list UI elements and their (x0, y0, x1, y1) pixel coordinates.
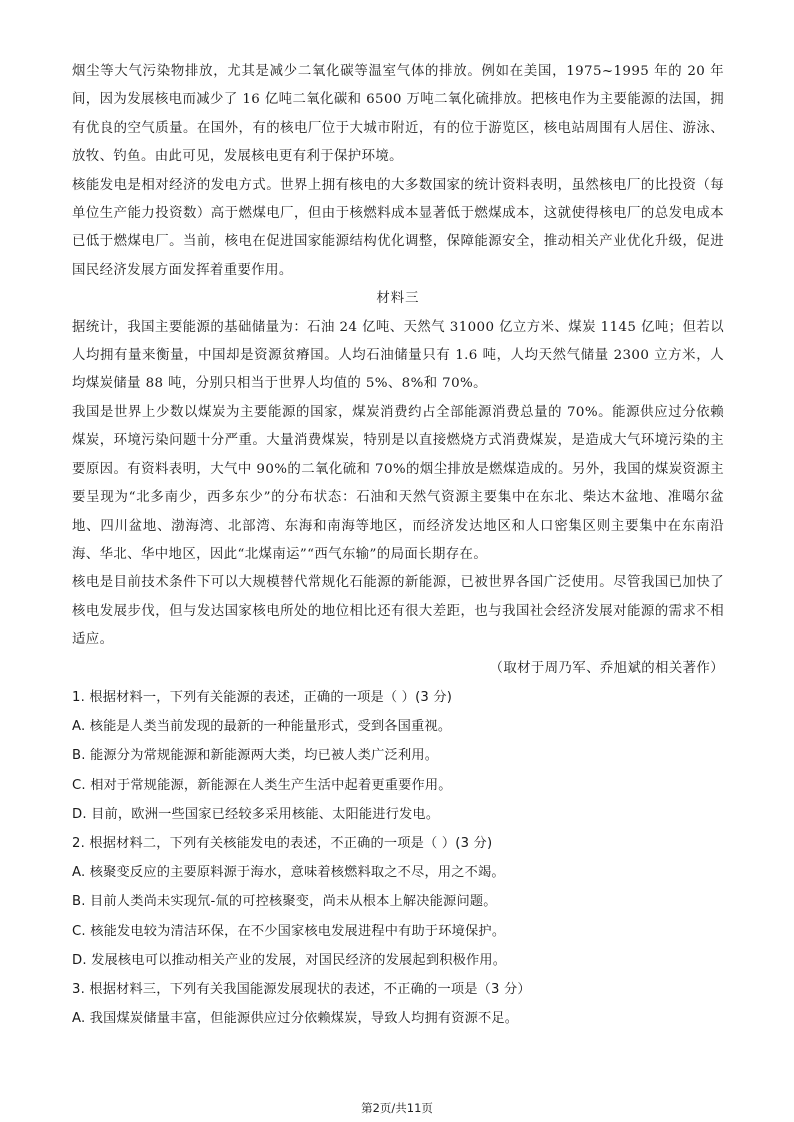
material3-paragraph-2: 我国是世界上少数以煤炭为主要能源的国家，煤炭消费约占全部能源消费总量的 70%。能源供应过分依赖煤炭，环境污染问题十分严重。大量消费煤炭，特别是以直接燃烧方式消费煤炭，是造成大气环境污染的主要原因。有资料表明，大气中 90%的二氧化硫和 70%的烟尘排放是燃煤造成的。另外，我国的煤炭资源主要呈现为“北多南少，西多东少”的分布状态：石油和天然气资源主要集中在东北、柴达木盆地、准噶尔盆地、四川盆地、渤海湾、北部湾、东海和南海等地区，而经济发达地区和人口密集区则主要集中在东南沿海、华北、华中地区，因此“北煤南运”“西气东输”的局面长期存在。 (72, 404, 724, 562)
material3-title: 材料三 (376, 291, 420, 307)
question-stem: 1. 根据材料一，下列有关能源的表述，正确的一项是（ ）(3 分) (72, 689, 453, 705)
page-number: 第2页/共11页 (361, 1101, 433, 1115)
document-page (72, 58, 724, 1033)
option-b: B. 目前人类尚未实现氘-氚的可控核聚变，尚未从根本上解决能源问题。 (72, 894, 497, 910)
material2-paragraph-2: 核能发电是相对经济的发电方式。世界上拥有核电的大多数国家的统计资料表明，虽然核电厂的比投资（每单位生产能力投资数）高于燃煤电厂，但由于核燃料成本显著低于燃煤成本，这就使得核电厂的总发电成本已低于燃煤电厂。当前，核电在促进国家能源结构优化调整，保障能源安全，推动相关产业优化升级，促进国民经济发展方面发挥着重要作用。 (72, 177, 724, 278)
question-stem: 3. 根据材料三，下列有关我国能源发展现状的表述，不正确的一项是（3 分） (72, 981, 531, 997)
option-d: D. 目前，欧洲一些国家已经较多采用核能、太阳能进行发电。 (72, 806, 440, 822)
material3-paragraph-1: 据统计，我国主要能源的基础储量为：石油 24 亿吨、天然气 31000 亿立方米、煤炭 1145 亿吨；但若以人均拥有量来衡量，中国却是资源贫瘠国。人均石油储量只有 1.6 吨，人均天然气储量 2300 立方米，人均煤炭储量 88 吨，分别只相当于世界人均值的 5%、8%和 70%。 (72, 319, 724, 392)
question-stem: 2. 根据材料二，下列有关核能发电的表述，不正确的一项是（ ）(3 分) (72, 835, 493, 851)
material3-paragraph-3: 核电是目前技术条件下可以大规模替代常规化石能源的新能源，已被世界各国广泛使用。尽管我国已加快了核电发展步伐，但与发达国家核电所处的地位相比还有很大差距，也与我国社会经济发展对能源的需求不相适应。 (72, 575, 724, 648)
option-a: A. 核能是人类当前发现的最新的一种能量形式，受到各国重视。 (72, 719, 452, 735)
option-c: C. 核能发电较为清洁环保，在不少国家核电发展进程中有助于环境保护。 (72, 923, 506, 939)
question-1 (72, 683, 724, 829)
option-b: B. 能源分为常规能源和新能源两大类，均已被人类广泛利用。 (72, 748, 439, 764)
option-a: A. 核聚变反应的主要原料源于海水，意味着核燃料取之不尽，用之不竭。 (72, 865, 505, 881)
option-d: D. 发展核电可以推动相关产业的发展，对国民经济的发展起到积极作用。 (72, 952, 507, 968)
question-3 (72, 975, 724, 1033)
option-c: C. 相对于常规能源，新能源在人类生产生活中起着更重要作用。 (72, 777, 452, 793)
source-citation: （取材于周乃军、乔旭斌的相关著作） (489, 660, 724, 676)
option-a: A. 我国煤炭储量丰富，但能源供应过分依赖煤炭，导致人均拥有资源不足。 (72, 1011, 519, 1027)
question-2 (72, 829, 724, 975)
material2-paragraph-1: 烟尘等大气污染物排放，尤其是减少二氧化碳等温室气体的排放。例如在美国，1975~1995 年的 20 年间，因为发展核电而减少了 16 亿吨二氧化碳和 6500 万吨二氧化硫排放。把核电作为主要能源的法国，拥有优良的空气质量。在国外，有的核电厂位于大城市附近，有的位于游览区，核电站周围有人居住、游泳、放牧、钓鱼。由此可见，发展核电更有利于保护环境。 (72, 64, 724, 165)
